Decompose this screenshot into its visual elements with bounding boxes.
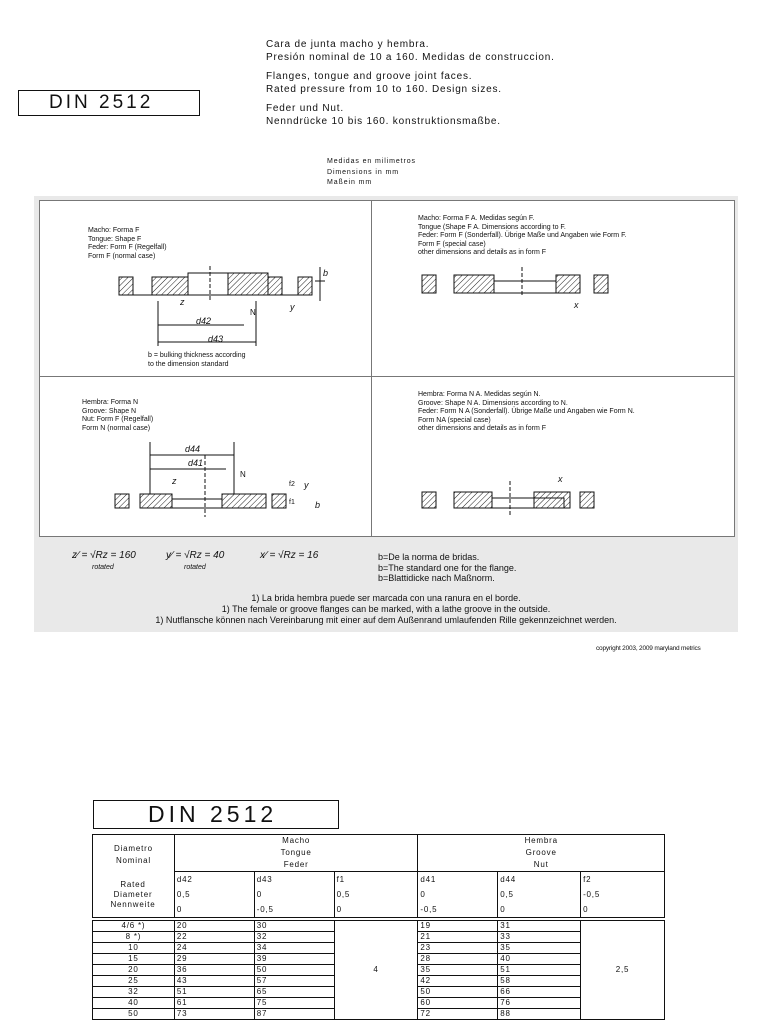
cell-d42: 43 [174, 976, 254, 987]
cell-d44: 51 [498, 965, 581, 976]
cell-d41: 28 [418, 954, 498, 965]
tongue-fa-svg [372, 201, 734, 376]
col-d43: d43 0 -0,5 [254, 872, 334, 918]
label-n: N [250, 308, 256, 317]
units-note: Medidas en milimetros Dimensions in mm Maßein mm [327, 158, 416, 186]
col-d41: d41 0 -0,5 [418, 872, 498, 918]
label-d44: d44 [185, 444, 201, 454]
cell-d44: 76 [498, 998, 581, 1009]
header-diameter: Diametro Nominal [93, 835, 175, 918]
label-x: x [574, 300, 579, 310]
cell-d41: 42 [418, 976, 498, 987]
cell-d41: 23 [418, 943, 498, 954]
cell-d44: 31 [498, 921, 581, 932]
intro-text [266, 39, 555, 135]
cell-d44: 33 [498, 932, 581, 943]
cell-d43: 57 [254, 976, 334, 987]
page-title: DIN 2512 [18, 90, 200, 116]
intro-de: Feder und Nut. Nenndrücke 10 bis 160. konstruktionsmaßbe. [266, 103, 501, 127]
label-f1: f1 [289, 499, 295, 506]
cell-d41: 35 [418, 965, 498, 976]
cell-d41: 72 [418, 1009, 498, 1020]
cell-d42: 22 [174, 932, 254, 943]
eq-z: z∕ = √Rz = 160 [72, 550, 136, 561]
cell-dn: 8 *) [93, 932, 175, 943]
label-x: x [558, 474, 563, 484]
cell-dn: 15 [93, 954, 175, 965]
dimensions-table-body [92, 920, 665, 1020]
cell-dn: 4/6 *) [93, 921, 175, 932]
cell-d42: 61 [174, 998, 254, 1009]
cell-d44: 40 [498, 954, 581, 965]
cell-d43: 39 [254, 954, 334, 965]
dimensions-table [92, 834, 665, 918]
cell-d43: 30 [254, 921, 334, 932]
b-notes: b=De la norma de bridas. b=The standard one for the flange. b=Blattidicke nach Maßnorm. [378, 552, 517, 583]
cell-d44: 58 [498, 976, 581, 987]
cell-dn: 10 [93, 943, 175, 954]
cell-d42: 24 [174, 943, 254, 954]
groove-flange-svg [40, 377, 372, 536]
cell-d43: 75 [254, 998, 334, 1009]
eq-y: y∕ = √Rz = 40 [166, 550, 225, 561]
label-f2: f2 [289, 481, 295, 488]
tongue-flange-svg [40, 201, 372, 376]
col-d42: d42 0,5 0 [174, 872, 254, 918]
header-macho: Macho Tongue Feder [174, 835, 418, 872]
cell-d44: 88 [498, 1009, 581, 1020]
cell-d42: 36 [174, 965, 254, 976]
drawing-groove-na: Hembra: Forma N A. Medidas según N. Groove: Shape N A. Dimensions according to N. Feder: Form N A (Sonderfall). Übrige Maße und Angaben wie Form N. Form NA (special case) other dimensions and details as in form F x [371, 376, 735, 537]
cell-d44: 66 [498, 987, 581, 998]
eq-z-rot: rotated [92, 564, 114, 571]
cell-dn: 40 [93, 998, 175, 1009]
table-title: DIN 2512 [93, 800, 339, 829]
label-b: b [315, 500, 321, 510]
cell-d42: 20 [174, 921, 254, 932]
cell-dn: 20 [93, 965, 175, 976]
copyright: copyright 2003, 2009 maryland metrics [596, 645, 701, 652]
cell-d42: 51 [174, 987, 254, 998]
cell-dn: 50 [93, 1009, 175, 1020]
cell-d41: 21 [418, 932, 498, 943]
cell-d41: 50 [418, 987, 498, 998]
footnotes: 1) La brida hembra puede ser marcada con una ranura en el borde. 1) The female or groove flanges can be marked, with a lathe groove in the outside. 1) Nutflansche können nach Vereinbarung mit einer auf dem Außenrand umlaufenden Rille gekennzeichnet werden. [155, 593, 617, 625]
cell-d43: 34 [254, 943, 334, 954]
drawing-groove-n: Hembra: Forma N Groove: Shape N Nut: Form F (Regelfall) Form N (normal case) d44 d41 z y N f2 f1 b [39, 376, 373, 537]
cell-d43: 87 [254, 1009, 334, 1020]
header-hembra: Hembra Groove Nut [418, 835, 665, 872]
label-d41: d41 [188, 458, 204, 468]
label-d43: d43 [208, 334, 224, 344]
drawing-tongue-fa: Macho: Forma F A. Medidas según F. Tongue (Shape F A. Dimensions according to F. Feder: Form F (Sonderfall). Übrige Maße und Angaben wie Form F. Form F (special case) other dimensions and details as in form F x [371, 200, 735, 377]
cell-d41: 19 [418, 921, 498, 932]
technical-drawing-panel [34, 196, 738, 632]
label-d42: d42 [196, 316, 212, 326]
label-y: y [304, 480, 309, 490]
cell-d43: 50 [254, 965, 334, 976]
cell-d41: 60 [418, 998, 498, 1009]
intro-es: Cara de junta macho y hembra. Presión nominal de 10 a 160. Medidas de construccion. [266, 39, 555, 63]
label-z: z [172, 476, 177, 486]
f2-value: 2,5 [581, 921, 665, 1020]
cell-d43: 32 [254, 932, 334, 943]
cell-d44: 35 [498, 943, 581, 954]
col-f1: f1 0,5 0 [334, 872, 418, 918]
cell-dn: 32 [93, 987, 175, 998]
eq-y-rot: rotated [184, 564, 206, 571]
table-row [93, 921, 665, 932]
label-z: z [180, 297, 185, 307]
label-n: N [240, 470, 246, 479]
label-y: y [290, 302, 295, 312]
eq-x: x∕ = √Rz = 16 [260, 550, 319, 561]
cell-d43: 65 [254, 987, 334, 998]
header-diameter-extra: Rated Diameter Nennweite [110, 880, 156, 909]
cell-d42: 73 [174, 1009, 254, 1020]
col-f2: f2 -0,5 0 [581, 872, 665, 918]
cell-d42: 29 [174, 954, 254, 965]
intro-en: Flanges, tongue and groove joint faces. Rated pressure from 10 to 160. Design sizes. [266, 71, 502, 95]
col-d44: d44 0,5 0 [498, 872, 581, 918]
cell-dn: 25 [93, 976, 175, 987]
groove-na-svg [372, 377, 734, 536]
f1-value: 4 [334, 921, 418, 1020]
label-b: b [323, 268, 329, 278]
drawing-tongue-f: Macho: Forma F Tongue: Shape F Feder: Form F (Regelfall) Form F (normal case) d42 d43 b z y N b = bulking thickness according to the dimension standard [39, 200, 373, 377]
